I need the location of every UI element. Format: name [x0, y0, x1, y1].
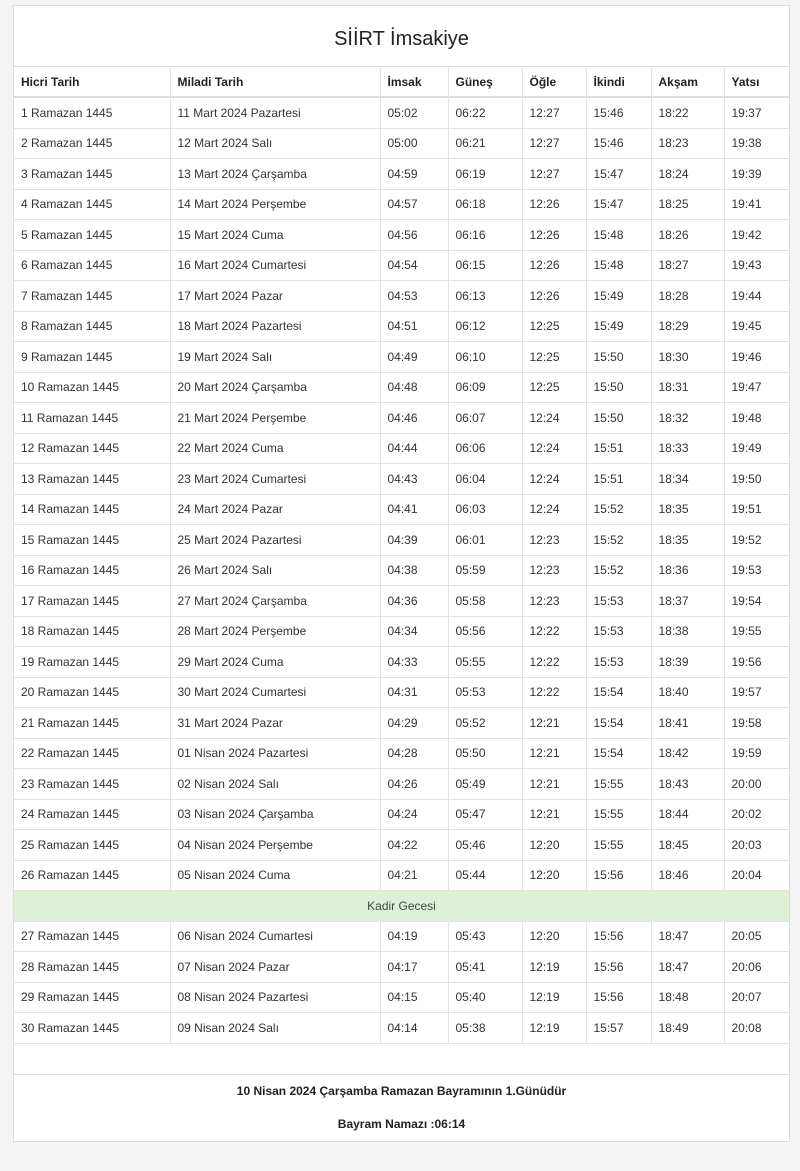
table-row: [14, 677, 789, 708]
table-row: [14, 708, 789, 739]
spacer-row: [14, 1044, 789, 1075]
table-cell: 15:51: [586, 464, 651, 495]
table-cell: 13 Ramazan 1445: [14, 464, 170, 495]
table-cell: 12:21: [522, 708, 586, 739]
table-cell: 04:31: [380, 677, 448, 708]
table-cell: 28 Mart 2024 Perşembe: [170, 616, 380, 647]
table-cell: 12:23: [522, 555, 586, 586]
table-cell: 27 Ramazan 1445: [14, 921, 170, 952]
table-cell: 18:33: [651, 433, 724, 464]
table-cell: 18:27: [651, 250, 724, 281]
table-cell: 03 Nisan 2024 Çarşamba: [170, 799, 380, 830]
table-cell: 18:29: [651, 311, 724, 342]
table-cell: 05:59: [448, 555, 522, 586]
table-cell: 04:26: [380, 769, 448, 800]
table-cell: 27 Mart 2024 Çarşamba: [170, 586, 380, 617]
table-cell: 04:33: [380, 647, 448, 678]
table-cell: 12:19: [522, 982, 586, 1013]
table-cell: 15:53: [586, 647, 651, 678]
table-cell: 01 Nisan 2024 Pazartesi: [170, 738, 380, 769]
table-cell: 05:47: [448, 799, 522, 830]
table-cell: 18:37: [651, 586, 724, 617]
table-cell: 15:50: [586, 403, 651, 434]
table-cell: 18:32: [651, 403, 724, 434]
table-cell: 16 Ramazan 1445: [14, 555, 170, 586]
imsakiye-table: [14, 67, 789, 1044]
table-cell: 18:24: [651, 159, 724, 190]
table-cell: 12:23: [522, 525, 586, 556]
table-cell: 06:07: [448, 403, 522, 434]
table-cell: 8 Ramazan 1445: [14, 311, 170, 342]
table-row: [14, 220, 789, 251]
table-cell: 12:27: [522, 128, 586, 159]
table-cell: 15:56: [586, 921, 651, 952]
table-cell: 06 Nisan 2024 Cumartesi: [170, 921, 380, 952]
table-cell: 12:24: [522, 464, 586, 495]
table-row: [14, 830, 789, 861]
table-cell: 19:47: [724, 372, 789, 403]
table-cell: 19:54: [724, 586, 789, 617]
table-cell: 20:04: [724, 860, 789, 891]
table-cell: 05:58: [448, 586, 522, 617]
table-cell: 12 Ramazan 1445: [14, 433, 170, 464]
table-cell: 06:01: [448, 525, 522, 556]
imsakiye-panel: [13, 5, 790, 1142]
special-row-label: Kadir Gecesi: [14, 891, 789, 922]
table-row: [14, 433, 789, 464]
table-row: [14, 738, 789, 769]
table-cell: 12:25: [522, 311, 586, 342]
table-row: [14, 97, 789, 128]
table-cell: 04:22: [380, 830, 448, 861]
table-row: [14, 769, 789, 800]
table-row: [14, 128, 789, 159]
table-cell: 30 Ramazan 1445: [14, 1013, 170, 1044]
table-cell: 31 Mart 2024 Pazar: [170, 708, 380, 739]
table-cell: 19:41: [724, 189, 789, 220]
table-row: [14, 1013, 789, 1044]
table-cell: 2 Ramazan 1445: [14, 128, 170, 159]
table-cell: 04:46: [380, 403, 448, 434]
table-cell: 12:24: [522, 494, 586, 525]
table-cell: 19:53: [724, 555, 789, 586]
table-cell: 18:28: [651, 281, 724, 312]
table-cell: 04:51: [380, 311, 448, 342]
table-cell: 28 Ramazan 1445: [14, 952, 170, 983]
table-cell: 18:42: [651, 738, 724, 769]
table-cell: 12:24: [522, 433, 586, 464]
table-cell: 18:35: [651, 525, 724, 556]
table-cell: 14 Mart 2024 Perşembe: [170, 189, 380, 220]
column-header-yatsi: Yatsı: [724, 67, 789, 97]
table-cell: 18:47: [651, 921, 724, 952]
table-cell: 15:50: [586, 342, 651, 373]
table-cell: 19:58: [724, 708, 789, 739]
table-cell: 15:55: [586, 830, 651, 861]
table-cell: 05:43: [448, 921, 522, 952]
table-cell: 05:41: [448, 952, 522, 983]
table-cell: 12:24: [522, 403, 586, 434]
table-cell: 12:21: [522, 769, 586, 800]
column-header-ogle: Öğle: [522, 67, 586, 97]
table-cell: 06:16: [448, 220, 522, 251]
table-cell: 04:49: [380, 342, 448, 373]
table-cell: 05:56: [448, 616, 522, 647]
table-cell: 15:52: [586, 525, 651, 556]
table-cell: 04:59: [380, 159, 448, 190]
table-row: [14, 586, 789, 617]
table-row: [14, 952, 789, 983]
table-cell: 04:53: [380, 281, 448, 312]
table-cell: 10 Ramazan 1445: [14, 372, 170, 403]
table-cell: 05:44: [448, 860, 522, 891]
table-cell: 05:40: [448, 982, 522, 1013]
table-cell: 04:36: [380, 586, 448, 617]
table-cell: 05:52: [448, 708, 522, 739]
table-cell: 15:53: [586, 616, 651, 647]
table-cell: 9 Ramazan 1445: [14, 342, 170, 373]
table-cell: 19:44: [724, 281, 789, 312]
table-row: [14, 647, 789, 678]
table-cell: 05:46: [448, 830, 522, 861]
table-cell: 15:53: [586, 586, 651, 617]
table-cell: 15:47: [586, 159, 651, 190]
table-cell: 15:49: [586, 281, 651, 312]
column-header-imsak: İmsak: [380, 67, 448, 97]
table-cell: 20:08: [724, 1013, 789, 1044]
table-cell: 06:12: [448, 311, 522, 342]
column-header-aksam: Akşam: [651, 67, 724, 97]
table-cell: 12:22: [522, 616, 586, 647]
table-cell: 20:05: [724, 921, 789, 952]
table-cell: 12 Mart 2024 Salı: [170, 128, 380, 159]
table-cell: 18:44: [651, 799, 724, 830]
column-header-gunes: Güneş: [448, 67, 522, 97]
table-cell: 04:41: [380, 494, 448, 525]
table-row: [14, 525, 789, 556]
table-cell: 4 Ramazan 1445: [14, 189, 170, 220]
table-cell: 19 Ramazan 1445: [14, 647, 170, 678]
table-cell: 05:50: [448, 738, 522, 769]
table-cell: 04:24: [380, 799, 448, 830]
table-cell: 19:48: [724, 403, 789, 434]
table-row: [14, 372, 789, 403]
bayram-namazi: Bayram Namazı :06:14: [337, 1116, 466, 1131]
table-cell: 12:20: [522, 830, 586, 861]
table-cell: 22 Ramazan 1445: [14, 738, 170, 769]
table-cell: 09 Nisan 2024 Salı: [170, 1013, 380, 1044]
table-cell: 15:56: [586, 982, 651, 1013]
table-cell: 18 Ramazan 1445: [14, 616, 170, 647]
table-cell: 06:10: [448, 342, 522, 373]
table-cell: 18:26: [651, 220, 724, 251]
table-cell: 04:44: [380, 433, 448, 464]
table-cell: 15:52: [586, 494, 651, 525]
table-cell: 26 Ramazan 1445: [14, 860, 170, 891]
table-cell: 18:31: [651, 372, 724, 403]
table-cell: 19:51: [724, 494, 789, 525]
table-cell: 06:18: [448, 189, 522, 220]
table-cell: 06:21: [448, 128, 522, 159]
table-cell: 15:51: [586, 433, 651, 464]
table-cell: 18:43: [651, 769, 724, 800]
table-cell: 12:26: [522, 220, 586, 251]
table-cell: 12:25: [522, 372, 586, 403]
table-row: [14, 555, 789, 586]
table-cell: 20 Mart 2024 Çarşamba: [170, 372, 380, 403]
table-row: [14, 464, 789, 495]
table-cell: 18:35: [651, 494, 724, 525]
table-cell: 04:54: [380, 250, 448, 281]
table-cell: 06:09: [448, 372, 522, 403]
table-cell: 05:02: [380, 97, 448, 128]
table-cell: 21 Mart 2024 Perşembe: [170, 403, 380, 434]
table-cell: 19:42: [724, 220, 789, 251]
table-cell: 18 Mart 2024 Pazartesi: [170, 311, 380, 342]
table-cell: 20:02: [724, 799, 789, 830]
table-cell: 15:50: [586, 372, 651, 403]
table-cell: 21 Ramazan 1445: [14, 708, 170, 739]
table-cell: 3 Ramazan 1445: [14, 159, 170, 190]
table-cell: 22 Mart 2024 Cuma: [170, 433, 380, 464]
table-cell: 04:38: [380, 555, 448, 586]
footer: [14, 1075, 789, 1141]
table-row: [14, 403, 789, 434]
table-cell: 12:27: [522, 159, 586, 190]
table-cell: 05:49: [448, 769, 522, 800]
table-cell: 11 Mart 2024 Pazartesi: [170, 97, 380, 128]
table-cell: 04:21: [380, 860, 448, 891]
table-cell: 19:38: [724, 128, 789, 159]
table-cell: 17 Mart 2024 Pazar: [170, 281, 380, 312]
table-cell: 24 Mart 2024 Pazar: [170, 494, 380, 525]
table-row: [14, 189, 789, 220]
table-cell: 18:25: [651, 189, 724, 220]
table-cell: 06:19: [448, 159, 522, 190]
table-cell: 6 Ramazan 1445: [14, 250, 170, 281]
table-cell: 15 Ramazan 1445: [14, 525, 170, 556]
table-row: [14, 281, 789, 312]
table-cell: 18:34: [651, 464, 724, 495]
table-cell: 06:22: [448, 97, 522, 128]
table-cell: 19:56: [724, 647, 789, 678]
table-cell: 15:54: [586, 708, 651, 739]
table-cell: 18:47: [651, 952, 724, 983]
table-cell: 04:48: [380, 372, 448, 403]
table-row: [14, 982, 789, 1013]
table-cell: 25 Mart 2024 Pazartesi: [170, 525, 380, 556]
table-cell: 18:48: [651, 982, 724, 1013]
table-cell: 05:55: [448, 647, 522, 678]
table-cell: 17 Ramazan 1445: [14, 586, 170, 617]
table-cell: 20:07: [724, 982, 789, 1013]
table-cell: 04:19: [380, 921, 448, 952]
table-row: [14, 616, 789, 647]
table-cell: 05:53: [448, 677, 522, 708]
column-header-ikindi: İkindi: [586, 67, 651, 97]
table-row: [14, 494, 789, 525]
table-cell: 24 Ramazan 1445: [14, 799, 170, 830]
table-cell: 20 Ramazan 1445: [14, 677, 170, 708]
table-cell: 19 Mart 2024 Salı: [170, 342, 380, 373]
table-cell: 06:15: [448, 250, 522, 281]
table-cell: 5 Ramazan 1445: [14, 220, 170, 251]
bayram-info: 10 Nisan 2024 Çarşamba Ramazan Bayramının 1.Günüdür: [236, 1083, 567, 1098]
table-cell: 18:41: [651, 708, 724, 739]
table-cell: 19:52: [724, 525, 789, 556]
table-cell: 04:14: [380, 1013, 448, 1044]
table-cell: 19:55: [724, 616, 789, 647]
table-cell: 06:03: [448, 494, 522, 525]
table-cell: 12:19: [522, 952, 586, 983]
table-cell: 06:04: [448, 464, 522, 495]
table-cell: 15:47: [586, 189, 651, 220]
column-header-miladi: Miladi Tarih: [170, 67, 380, 97]
table-cell: 12:22: [522, 677, 586, 708]
table-row: [14, 311, 789, 342]
table-cell: 29 Ramazan 1445: [14, 982, 170, 1013]
table-cell: 18:46: [651, 860, 724, 891]
table-cell: 12:20: [522, 860, 586, 891]
table-cell: 06:06: [448, 433, 522, 464]
table-cell: 05 Nisan 2024 Cuma: [170, 860, 380, 891]
table-cell: 30 Mart 2024 Cumartesi: [170, 677, 380, 708]
kadir-gecesi-row: [14, 891, 789, 922]
table-row: [14, 799, 789, 830]
table-cell: 15:48: [586, 250, 651, 281]
table-cell: 18:40: [651, 677, 724, 708]
table-cell: 19:49: [724, 433, 789, 464]
table-cell: 19:50: [724, 464, 789, 495]
table-cell: 12:20: [522, 921, 586, 952]
page-title: SİİRT İmsakiye: [14, 6, 789, 67]
table-cell: 25 Ramazan 1445: [14, 830, 170, 861]
table-cell: 23 Ramazan 1445: [14, 769, 170, 800]
table-cell: 15:56: [586, 860, 651, 891]
table-cell: 12:19: [522, 1013, 586, 1044]
table-cell: 18:22: [651, 97, 724, 128]
table-cell: 18:23: [651, 128, 724, 159]
table-cell: 1 Ramazan 1445: [14, 97, 170, 128]
table-cell: 16 Mart 2024 Cumartesi: [170, 250, 380, 281]
table-cell: 23 Mart 2024 Cumartesi: [170, 464, 380, 495]
table-cell: 04:56: [380, 220, 448, 251]
table-cell: 19:57: [724, 677, 789, 708]
table-cell: 29 Mart 2024 Cuma: [170, 647, 380, 678]
table-cell: 05:00: [380, 128, 448, 159]
table-cell: 15:54: [586, 738, 651, 769]
table-cell: 12:22: [522, 647, 586, 678]
table-cell: 15:55: [586, 799, 651, 830]
table-cell: 12:25: [522, 342, 586, 373]
table-cell: 19:39: [724, 159, 789, 190]
table-cell: 04:17: [380, 952, 448, 983]
table-row: [14, 342, 789, 373]
column-header-hicri: Hicri Tarih: [14, 67, 170, 97]
table-cell: 18:45: [651, 830, 724, 861]
table-cell: 04:34: [380, 616, 448, 647]
table-cell: 12:23: [522, 586, 586, 617]
table-cell: 15:46: [586, 97, 651, 128]
table-cell: 19:45: [724, 311, 789, 342]
table-cell: 04:39: [380, 525, 448, 556]
table-cell: 19:59: [724, 738, 789, 769]
table-cell: 04 Nisan 2024 Perşembe: [170, 830, 380, 861]
table-cell: 15:46: [586, 128, 651, 159]
table-cell: 12:21: [522, 738, 586, 769]
table-cell: 18:30: [651, 342, 724, 373]
table-cell: 20:00: [724, 769, 789, 800]
table-cell: 12:27: [522, 97, 586, 128]
table-cell: 02 Nisan 2024 Salı: [170, 769, 380, 800]
table-cell: 15:54: [586, 677, 651, 708]
table-cell: 04:57: [380, 189, 448, 220]
table-cell: 18:39: [651, 647, 724, 678]
table-row: [14, 860, 789, 891]
table-row: [14, 159, 789, 190]
table-cell: 15:52: [586, 555, 651, 586]
table-row: [14, 250, 789, 281]
table-cell: 11 Ramazan 1445: [14, 403, 170, 434]
table-cell: 19:43: [724, 250, 789, 281]
table-cell: 04:15: [380, 982, 448, 1013]
table-row: [14, 921, 789, 952]
table-cell: 08 Nisan 2024 Pazartesi: [170, 982, 380, 1013]
table-cell: 12:21: [522, 799, 586, 830]
table-cell: 12:26: [522, 281, 586, 312]
table-cell: 26 Mart 2024 Salı: [170, 555, 380, 586]
table-cell: 04:29: [380, 708, 448, 739]
table-cell: 04:28: [380, 738, 448, 769]
table-cell: 18:38: [651, 616, 724, 647]
table-cell: 15:57: [586, 1013, 651, 1044]
table-cell: 7 Ramazan 1445: [14, 281, 170, 312]
table-header-row: [14, 67, 789, 97]
table-cell: 15:49: [586, 311, 651, 342]
table-cell: 13 Mart 2024 Çarşamba: [170, 159, 380, 190]
table-cell: 15:56: [586, 952, 651, 983]
table-cell: 12:26: [522, 189, 586, 220]
table-cell: 20:06: [724, 952, 789, 983]
table-cell: 18:36: [651, 555, 724, 586]
table-cell: 15:48: [586, 220, 651, 251]
table-cell: 20:03: [724, 830, 789, 861]
table-cell: 19:46: [724, 342, 789, 373]
table-cell: 14 Ramazan 1445: [14, 494, 170, 525]
table-cell: 04:43: [380, 464, 448, 495]
table-cell: 19:37: [724, 97, 789, 128]
table-cell: 12:26: [522, 250, 586, 281]
table-cell: 15:55: [586, 769, 651, 800]
table-cell: 06:13: [448, 281, 522, 312]
table-cell: 18:49: [651, 1013, 724, 1044]
table-cell: 07 Nisan 2024 Pazar: [170, 952, 380, 983]
table-cell: 05:38: [448, 1013, 522, 1044]
table-cell: 15 Mart 2024 Cuma: [170, 220, 380, 251]
